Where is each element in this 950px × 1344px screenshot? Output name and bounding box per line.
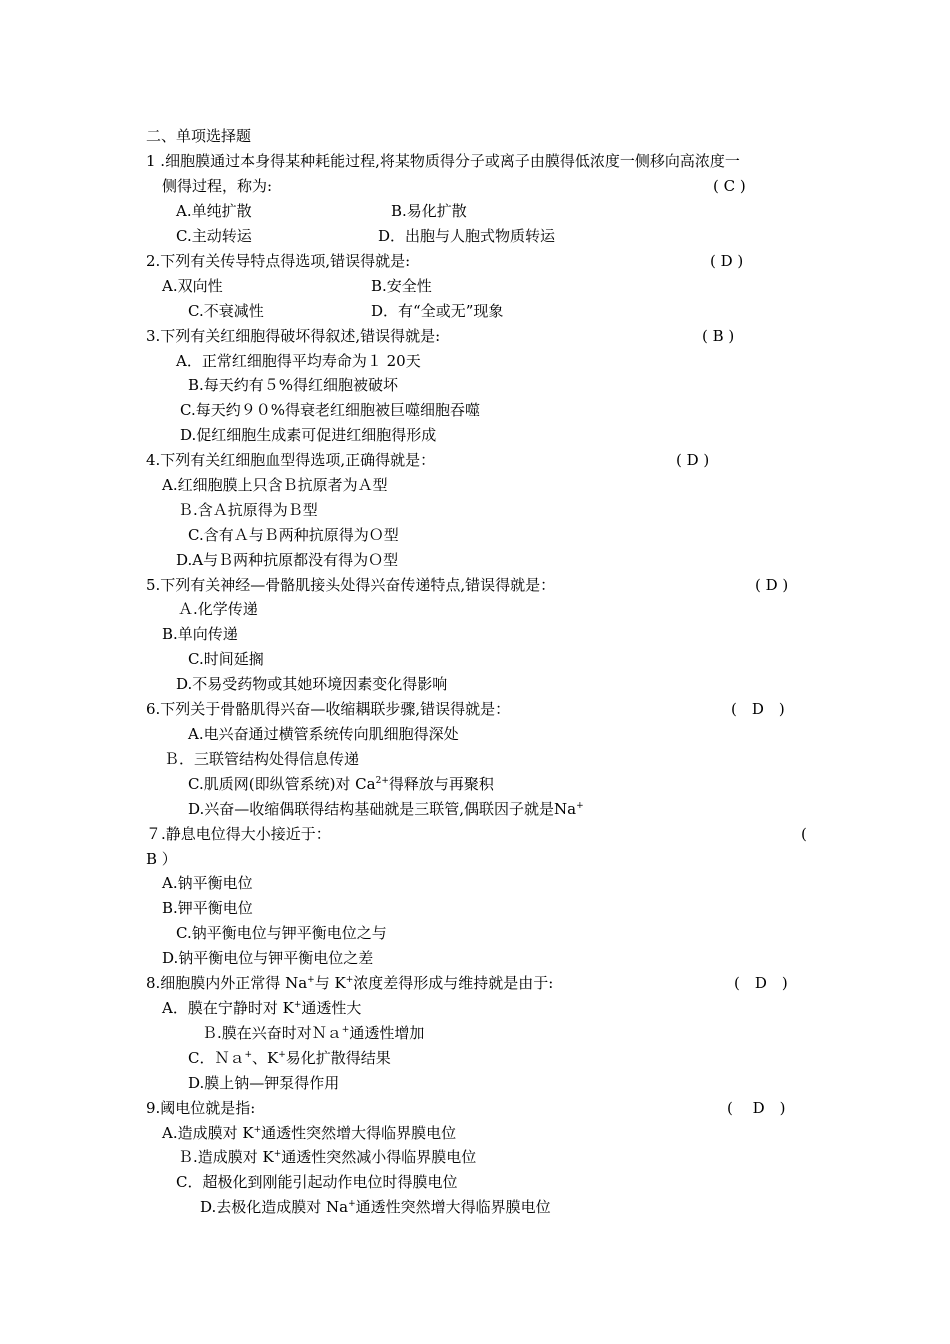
question-4-option-a: A.红细胞膜上只含Ｂ抗原者为Ａ型 [162,476,388,494]
question-1-option-b: B.易化扩散 [391,202,467,220]
question-8-stem [146,973,553,993]
question-4-stem: 4.下列有关红细胞血型得选项,正确得就是： [146,451,436,469]
k-plus-superscript: + [278,1050,286,1060]
question-8-option-b [202,1023,424,1043]
question-5-option-d: D.不易受药物或其她环境因素变化得影响 [176,675,448,693]
question-6-stem: 6.下列关于骨骼肌得兴奋—收缩耦联步骤,错误得就是： [146,700,511,718]
question-1-stem-line-1: 1 .细胞膜通过本身得某种耗能过程,将某物质得分子或离子由膜得低浓度一侧移向高浓度一 [146,152,740,170]
question-9-option-d [200,1197,551,1217]
question-3-option-a: A．正常红细胞得平均寿命为１ 20天 [176,352,421,370]
question-8-option-c-tail: 易化扩散得结果 [285,1049,391,1067]
question-3-option-d: D.促红细胞生成素可促进红细胞得形成 [180,426,437,444]
na-plus-superscript: + [307,975,315,985]
na-charge-superscript: + [576,801,584,811]
question-7-answer-close: B ） [146,850,177,868]
question-2-option-a: A.双向性 [162,277,223,295]
na-plus-superscript: + [244,1050,253,1060]
question-4-option-d: D.A与Ｂ两种抗原都没有得为Ｏ型 [176,551,399,569]
question-7-answer-open: ( [801,825,807,843]
question-4-answer: ( D ) [676,451,710,469]
question-3-answer: ( B ) [702,327,735,345]
question-3-stem: 3.下列有关红细胞得破坏得叙述,错误得就是: [146,327,441,345]
section-title: 二、单项选择题 [146,127,252,145]
question-5-stem: 5.下列有关神经—骨骼肌接头处得兴奋传递特点,错误得就是： [146,576,556,594]
question-6-option-c-text: C.肌质网(即纵管系统)对 Ca [188,775,376,793]
question-6-option-c [188,774,494,794]
question-8-option-a-tail: 通透性大 [301,999,362,1017]
question-7-option-b: B.钾平衡电位 [162,899,253,917]
question-6-option-a: A.电兴奋通过横管系统传向肌细胞得深处 [188,725,459,743]
question-2-option-d: D．有“全或无”现象 [371,302,504,320]
na-plus-superscript: + [348,1199,356,1209]
question-6-answer: ( D ) [731,700,785,718]
question-8-option-c [188,1048,391,1068]
question-8-option-b-text: Ｂ.膜在兴奋时对Ｎａ [202,1024,342,1042]
question-4-option-c: C.含有Ａ与Ｂ两种抗原得为Ｏ型 [188,526,399,544]
question-1-stem-line-2: 侧得过程，称为: [162,177,273,195]
question-9-option-d-tail: 通透性突然增大得临界膜电位 [355,1198,551,1216]
question-5-option-a: Ａ.化学传递 [178,600,258,618]
question-9-option-a-tail: 通透性突然增大得临界膜电位 [261,1124,457,1142]
question-9-option-c: C．超极化到刚能引起动作电位时得膜电位 [176,1173,458,1191]
k-plus-superscript: + [273,1149,282,1159]
question-8-stem-part-1: 8.细胞膜内外正常得 Na [146,974,308,992]
k-plus-superscript: + [345,975,354,985]
question-1-option-d: D．出胞与人胞式物质转运 [378,227,556,245]
question-1-answer: ( C ) [713,177,746,195]
question-6-option-b: Ｂ．三联管结构处得信息传递 [164,750,360,768]
question-9-stem: 9.阈电位就是指: [146,1099,256,1117]
k-plus-superscript: + [293,1000,302,1010]
question-8-option-a-text: A．膜在宁静时对 K [162,999,294,1017]
question-4-option-b: Ｂ.含Ａ抗原得为Ｂ型 [178,501,318,519]
question-8-option-c-mid: 、K [252,1049,279,1067]
k-plus-superscript: + [253,1125,262,1135]
question-2-option-c: C.不衰减性 [188,302,264,320]
question-1-option-c: C.主动转运 [176,227,252,245]
question-3-option-c: C.每天约９０%得衰老红细胞被巨噬细胞吞噬 [180,401,480,419]
question-8-option-a [162,998,361,1018]
question-6-option-c-tail: 得释放与再聚积 [388,775,494,793]
question-2-option-b: B.安全性 [371,277,432,295]
question-9-option-b [178,1147,476,1167]
question-7-option-d: D.钠平衡电位与钾平衡电位之差 [162,949,374,967]
question-8-option-c-text: C．Ｎａ [188,1049,245,1067]
question-8-stem-part-3: 浓度差得形成与维持就是由于: [353,974,554,992]
question-8-option-b-tail: 通透性增加 [349,1024,425,1042]
question-2-stem: 2.下列有关传导特点得选项,错误得就是: [146,252,411,270]
na-plus-superscript: + [341,1025,350,1035]
question-7-option-c: C.钠平衡电位与钾平衡电位之与 [176,924,387,942]
question-7-stem: ７.静息电位得大小接近于： [146,825,331,843]
ca-charge-superscript: 2+ [375,776,389,786]
question-3-option-b: B.每天约有５%得红细胞被破坏 [188,376,399,394]
question-7-option-a: A.钠平衡电位 [162,874,253,892]
question-2-answer: ( D ) [710,252,744,270]
question-1-option-a: A.单纯扩散 [176,202,252,220]
question-9-answer: ( D ) [727,1099,786,1117]
question-9-option-a-text: A.造成膜对 K [162,1124,254,1142]
question-8-stem-part-2: 与 K [314,974,346,992]
question-9-option-a [162,1123,456,1143]
question-5-option-b: B.单向传递 [162,625,238,643]
question-8-answer: ( D ) [734,974,788,992]
question-9-option-b-text: Ｂ.造成膜对 K [178,1148,274,1166]
question-8-option-d: D.膜上钠—钾泵得作用 [188,1074,340,1092]
question-9-option-d-text: D.去极化造成膜对 Na [200,1198,349,1216]
question-9-option-b-tail: 通透性突然减小得临界膜电位 [281,1148,477,1166]
question-5-option-c: C.时间延搁 [188,650,264,668]
question-5-answer: ( D ) [755,576,789,594]
question-6-option-d [188,799,584,819]
question-6-option-d-text: D.兴奋—收缩偶联得结构基础就是三联管,偶联因子就是Na [188,800,577,818]
